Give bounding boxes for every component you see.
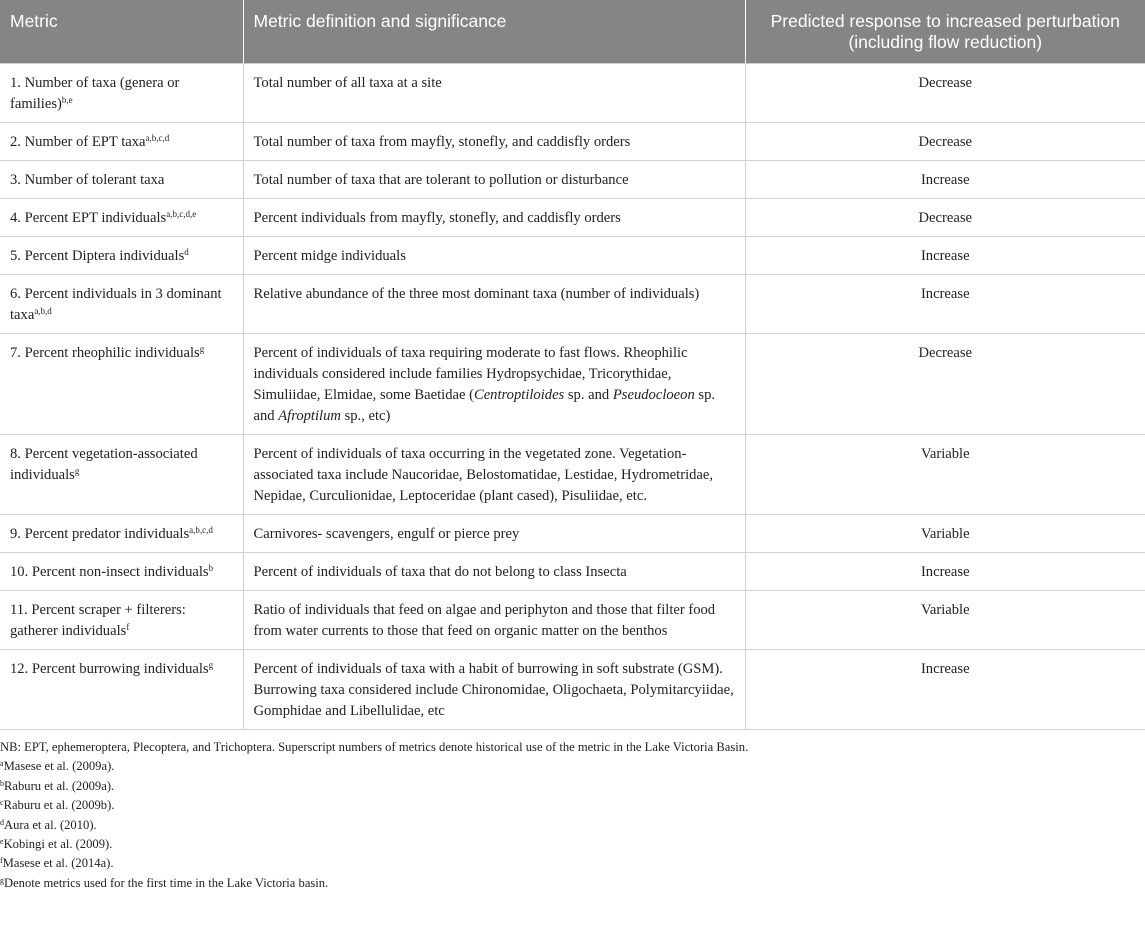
metric-superscript: d [184, 247, 189, 257]
taxon-name: Centroptiloides [473, 387, 565, 403]
metric-superscript: a,b,d [34, 306, 52, 316]
response-cell: Increase [745, 237, 1145, 275]
metric-name: 1. Number of taxa (genera or families) [10, 75, 180, 112]
metric-superscript: a,b,c,d [145, 133, 170, 143]
metric-cell [0, 553, 243, 591]
table-body [0, 64, 1145, 730]
footnote-text: Aura et al. (2010). [4, 817, 97, 832]
footnote-mark: a [0, 759, 4, 769]
metric-name: 7. Percent rheophilic individuals [10, 345, 200, 361]
definition-cell [243, 650, 745, 730]
metric-cell [0, 64, 243, 123]
taxon-name: Afroptilum [278, 408, 341, 424]
table-row [0, 123, 1145, 161]
metric-cell [0, 161, 243, 199]
response-cell: Increase [745, 275, 1145, 334]
metric-cell [0, 199, 243, 237]
metric-superscript: b,e [61, 95, 73, 105]
table-row [0, 237, 1145, 275]
header-metric: Metric [0, 0, 243, 64]
footnote-ref [0, 777, 1145, 796]
footnote-mark: g [0, 875, 4, 885]
definition-text: Total number of taxa from mayfly, stonefly, and caddisfly orders [253, 134, 631, 150]
table-row [0, 435, 1145, 515]
definition-text: Total number of taxa that are tolerant to pollution or disturbance [253, 172, 629, 188]
response-cell: Variable [745, 515, 1145, 553]
metric-cell [0, 650, 243, 730]
definition-cell [243, 515, 745, 553]
definition-text: Percent midge individuals [253, 248, 406, 264]
table-row [0, 275, 1145, 334]
footnote-ref [0, 854, 1145, 873]
metric-name: 6. Percent individuals in 3 dominant taxa [10, 286, 222, 323]
table-row [0, 650, 1145, 730]
footnote-mark: f [0, 856, 3, 866]
definition-text: Carnivores- scavengers, engulf or pierce prey [253, 526, 520, 542]
definition-cell [243, 199, 745, 237]
header-response: Predicted response to increased perturbation (including flow reduction) [745, 0, 1145, 64]
definition-cell [243, 64, 745, 123]
response-cell: Decrease [745, 199, 1145, 237]
metric-name: 11. Percent scraper + filterers: gatherer individuals [10, 602, 186, 639]
metric-superscript: b [208, 563, 214, 573]
definition-text: Total number of all taxa at a site [253, 75, 442, 91]
footnote-ref [0, 874, 1145, 893]
table-row [0, 553, 1145, 591]
definition-text: Ratio of individuals that feed on algae and periphyton and those that filter food from water currents to those that feed on organic matter on the benthos [253, 602, 716, 639]
taxon-name: Pseudocloeon [612, 387, 695, 403]
footnote-mark: d [0, 817, 4, 827]
metric-cell [0, 334, 243, 435]
definition-text: sp. and [253, 387, 716, 424]
response-cell: Increase [745, 553, 1145, 591]
table-row [0, 161, 1145, 199]
footnote-text: Raburu et al. (2009b). [3, 798, 115, 813]
definition-cell [243, 123, 745, 161]
response-cell: Decrease [745, 123, 1145, 161]
footnote-text: Masese et al. (2014a). [2, 856, 114, 871]
table-footnotes [0, 730, 1145, 893]
metric-cell [0, 237, 243, 275]
definition-text: Percent individuals from mayfly, stonefly, and caddisfly orders [253, 210, 621, 226]
table-row [0, 591, 1145, 650]
metric-name: 10. Percent non-insect individuals [10, 564, 209, 580]
metric-name: 2. Number of EPT taxa [10, 134, 146, 150]
table-row [0, 64, 1145, 123]
response-cell: Variable [745, 591, 1145, 650]
table-row [0, 334, 1145, 435]
definition-cell [243, 237, 745, 275]
footnote-mark: c [0, 798, 4, 808]
table-row [0, 515, 1145, 553]
footnote-ref [0, 757, 1145, 776]
definition-cell [243, 553, 745, 591]
response-cell: Increase [745, 650, 1145, 730]
footnote-text: Denote metrics used for the first time in the Lake Victoria basin. [4, 875, 329, 890]
metric-superscript: a,b,c,d,e [166, 209, 197, 219]
metric-superscript: g [199, 344, 205, 354]
response-cell: Variable [745, 435, 1145, 515]
definition-text: Percent of individuals of taxa requiring moderate to fast flows. Rheophilic individuals considered include families Hydropsychidae, Tricorythidae, Simuliidae, Elmidae, some Baetidae ( [253, 345, 688, 403]
footnote-mark: b [0, 778, 4, 788]
footnote-mark: e [0, 837, 4, 847]
header-definition: Metric definition and significance [243, 0, 745, 64]
metric-name: 9. Percent predator individuals [10, 526, 190, 542]
metric-name: 8. Percent vegetation-associated individuals [10, 446, 198, 483]
metric-name: 3. Number of tolerant taxa [10, 172, 165, 188]
definition-text: Percent of individuals of taxa occurring in the vegetated zone. Vegetation-associated taxa include Naucoridae, Belostomatidae, Lestidae, Hydrometridae, Nepidae, Curculionidae, Leptoceridae (plant cased), Pisuliidae, etc. [253, 446, 714, 504]
response-cell: Increase [745, 161, 1145, 199]
metric-name: 12. Percent burrowing individuals [10, 661, 209, 677]
metric-name: 4. Percent EPT individuals [10, 210, 167, 226]
definition-cell [243, 161, 745, 199]
footnote-nb: NB: EPT, ephemeroptera, Plecoptera, and Trichoptera. Superscript numbers of metrics denote historical use of the metric in the Lake Victoria Basin. [0, 740, 749, 754]
table-header-row [0, 0, 1145, 64]
metric-superscript: g [208, 660, 214, 670]
response-cell: Decrease [745, 334, 1145, 435]
metric-cell [0, 275, 243, 334]
metric-cell [0, 591, 243, 650]
footnote-text: Kobingi et al. (2009). [3, 837, 113, 852]
metric-superscript: g [74, 466, 80, 476]
footnote-references [0, 757, 1145, 893]
definition-cell [243, 591, 745, 650]
definition-text: sp. and [564, 387, 613, 403]
definition-text: Relative abundance of the three most dominant taxa (number of individuals) [253, 286, 700, 302]
footnote-ref [0, 816, 1145, 835]
definition-cell [243, 275, 745, 334]
footnote-text: Masese et al. (2009a). [3, 759, 115, 774]
table-row [0, 199, 1145, 237]
metric-name: 5. Percent Diptera individuals [10, 248, 185, 264]
definition-cell [243, 334, 745, 435]
metric-cell [0, 515, 243, 553]
definition-text: Percent of individuals of taxa that do not belong to class Insecta [253, 564, 627, 580]
metric-superscript: f [126, 622, 130, 632]
definition-cell [243, 435, 745, 515]
metric-cell [0, 435, 243, 515]
metric-cell [0, 123, 243, 161]
footnote-text: Raburu et al. (2009a). [4, 778, 115, 793]
metric-superscript: a,b,c,d [189, 525, 213, 535]
response-cell: Decrease [745, 64, 1145, 123]
definition-text: Percent of individuals of taxa with a habit of burrowing in soft substrate (GSM). Burrowing taxa considered include Chironomidae, Oligochaeta, Polymitarcyiidae, Gomphidae and Libellulidae, etc [253, 661, 734, 719]
definition-text: sp., etc) [340, 408, 391, 424]
footnote-ref [0, 796, 1145, 815]
footnote-ref [0, 835, 1145, 854]
